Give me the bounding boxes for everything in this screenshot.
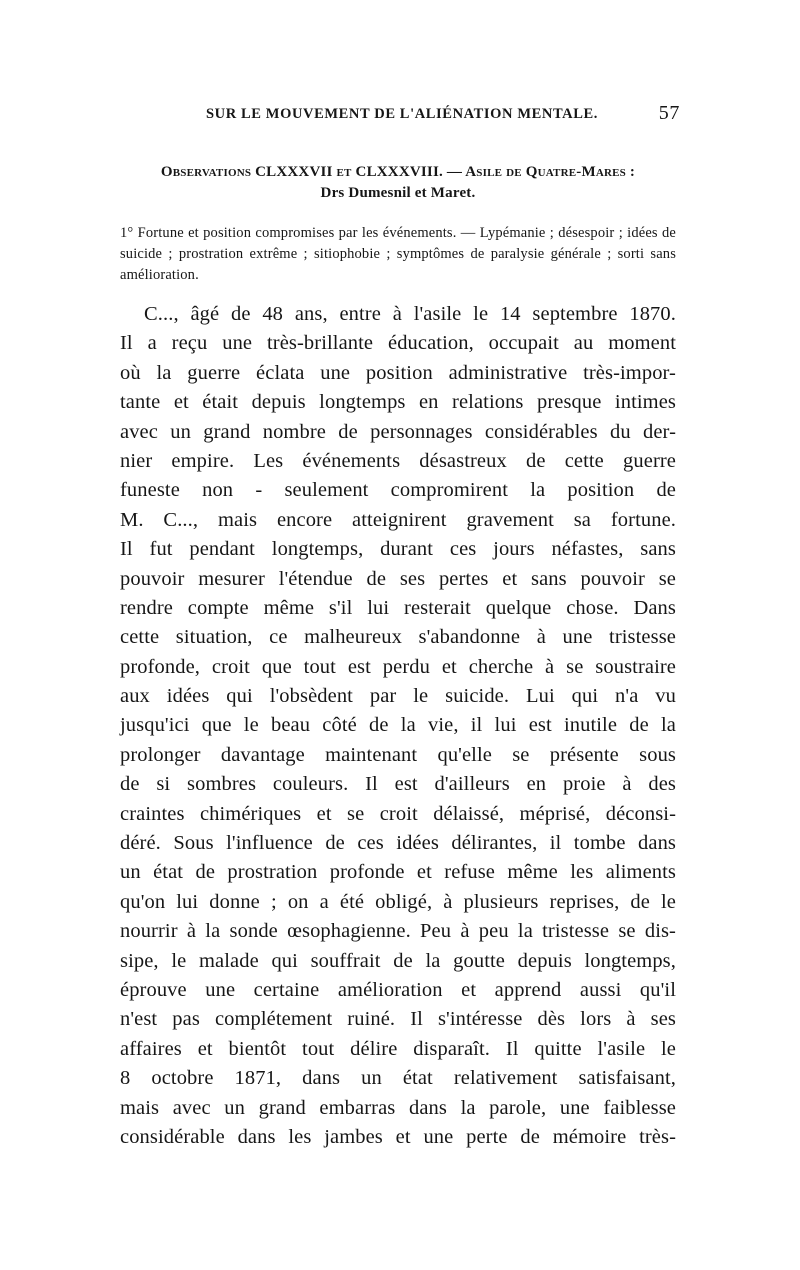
narrative-line: mais avec un grand embarras dans la parole, une faiblesse [120,1096,676,1119]
narrative-line: nourrir à la sonde œsophagienne. Peu à peu la tristesse se dis- [120,920,676,943]
narrative-line: un état de prostration profonde et refuse même les aliments [120,861,676,884]
narrative-line: n'est pas complétement ruiné. Il s'intéresse dès lors à ses [120,1008,676,1031]
narrative-line: avec un grand nombre de personnages considérables du der- [120,420,676,443]
narrative-line: cette situation, ce malheureux s'abandonne à une tristesse [120,626,676,649]
narrative-line: tante et était depuis longtemps en relations presque intimes [120,391,676,414]
narrative-line: prolonger davantage maintenant qu'elle se présente sous [120,743,676,766]
case-narrative [120,300,676,1152]
narrative-line: affaires et bientôt tout délire disparaît. Il quitte l'asile le [120,1037,676,1060]
observation-heading [120,162,676,204]
narrative-line: considérable dans les jambes et une perte de mémoire très- [120,1125,676,1148]
narrative-line: où la guerre éclata une position administrative très-impor- [120,361,676,384]
narrative-line: profonde, croit que tout est perdu et cherche à se soustraire [120,655,676,678]
running-title: SUR LE MOUVEMENT DE L'ALIÉNATION MENTALE. [206,106,598,122]
narrative-line: aux idées qui l'obsèdent par le suicide. Lui qui n'a vu [120,685,676,708]
narrative-line: Il fut pendant longtemps, durant ces jours néfastes, sans [120,538,676,561]
narrative-line: jusqu'ici que le beau côté de la vie, il lui est inutile de la [120,714,676,737]
narrative-line: M. C..., mais encore atteignirent gravement sa fortune. [120,508,676,531]
narrative-line: C..., âgé de 48 ans, entre à l'asile le 14 septembre 1870. [144,303,676,325]
narrative-line: de si sombres couleurs. Il est d'ailleurs en proie à des [120,773,676,796]
narrative-line: Il a reçu une très-brillante éducation, occupait au moment [120,332,676,355]
observation-heading-line-1: Observations CLXXXVII et CLXXXVIII. — Asile de Quatre-Mares : [160,164,636,180]
book-page [120,100,680,1152]
narrative-line: 8 octobre 1871, dans un état relativement satisfaisant, [120,1067,676,1090]
running-header [120,100,680,128]
case-summary: 1° Fortune et position compromises par les événements. — Lypémanie ; désespoir ; idées de suicide ; prostration extrême ; sitiophobie ; symptômes de paralysie générale ; sorti sans amélioration. [120,225,676,283]
narrative-line: funeste non - seulement compromirent la position de [120,479,676,502]
narrative-line: rendre compte même s'il lui resterait quelque chose. Dans [120,596,676,619]
narrative-line: nier empire. Les événements désastreux de cette guerre [120,449,676,472]
observation-heading-line-2: Drs Dumesnil et Maret. [320,185,476,201]
narrative-line: déré. Sous l'influence de ces idées délirantes, il tombe dans [120,832,676,855]
narrative-line: pouvoir mesurer l'étendue de ses pertes et sans pouvoir se [120,567,676,590]
page-number: 57 [658,102,680,124]
narrative-line: sipe, le malade qui souffrait de la goutte depuis longtemps, [120,949,676,972]
narrative-line: craintes chimériques et se croit délaissé, méprisé, déconsi- [120,802,676,825]
narrative-line: qu'on lui donne ; on a été obligé, à plusieurs reprises, de le [120,890,676,913]
narrative-line: éprouve une certaine amélioration et apprend aussi qu'il [120,978,676,1001]
